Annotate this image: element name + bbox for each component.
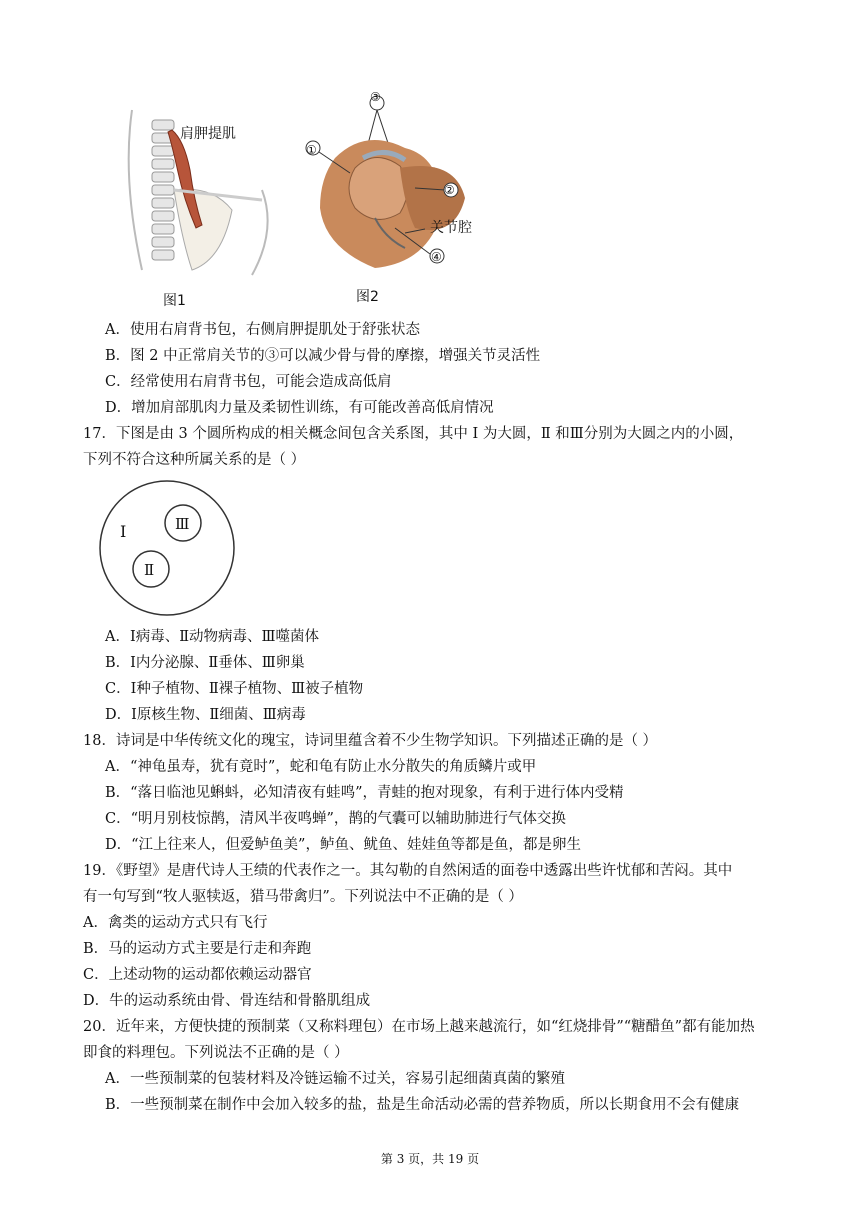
q16-option-d: D．增加肩部肌肉力量及柔韧性训练，有可能改善高低肩情况: [105, 400, 494, 416]
q20-stem-line1: 20．近年来，方便快捷的预制菜（又称料理包）在市场上越来越流行，如“红烧排骨”“糖醋鱼”都有能加热: [83, 1019, 755, 1035]
page-footer: 第 3 页，共 19 页: [380, 1152, 480, 1166]
q20-stem-line2: 即食的料理包。下列说法不正确的是（ ）: [83, 1045, 349, 1061]
q19-option-c: C．上述动物的运动都依赖运动器官: [83, 967, 312, 983]
fig1-caption: 图1: [163, 293, 186, 309]
q17-stem-line1: 17．下图是由 3 个圆所构成的相关概念间包含关系图，其中 Ⅰ 为大圆，Ⅱ 和Ⅲ分别为大圆之内的小圆，: [83, 426, 744, 442]
q17-option-d: D．Ⅰ原核生物、Ⅱ细菌、Ⅲ病毒: [105, 707, 306, 723]
q17-option-c: C．Ⅰ种子植物、Ⅱ裸子植物、Ⅲ被子植物: [105, 681, 364, 697]
q19-stem-line1: 19．《野望》是唐代诗人王绩的代表作之一。其勾勒的自然闲适的面卷中透露出些许忧郁和苦闷。其中: [83, 863, 733, 879]
venn-label-3: Ⅲ: [175, 515, 190, 533]
q20-option-a: A．一些预制菜的包装材料及冷链运输不过关，容易引起细菌真菌的繁殖: [105, 1071, 565, 1087]
q16-option-a: A．使用右肩背书包，右侧肩胛提肌处于舒张状态: [105, 322, 420, 338]
q17-stem-line2: 下列不符合这种所属关系的是（ ）: [83, 452, 306, 468]
q18-option-c: C．“明月别枝惊鹊，清风半夜鸣蝉”，鹊的气囊可以辅助肺进行气体交换: [105, 811, 566, 827]
q17-option-a: A．Ⅰ病毒、Ⅱ动物病毒、Ⅲ噬菌体: [105, 629, 320, 645]
q18-stem: 18．诗词是中华传统文化的瑰宝，诗词里蕴含着不少生物学知识。下列描述正确的是（ ）: [83, 733, 658, 749]
venn-label-2: Ⅱ: [144, 561, 155, 579]
q19-option-d: D．牛的运动系统由骨、骨连结和骨骼肌组成: [83, 993, 371, 1009]
q19-option-b: B．马的运动方式主要是行走和奔跑: [83, 941, 312, 957]
shoulder-joint-illustration: [305, 88, 490, 288]
q18-option-b: B．“落日临池见蝌蚪，必知清夜有蛙鸣”，青蛙的抱对现象，有利于进行体内受精: [105, 785, 624, 801]
fig2-caption: 图2: [356, 289, 379, 305]
fig2-label-cavity: 关节腔: [430, 220, 472, 236]
q16-option-b: B．图 2 中正常肩关节的③可以减少骨与骨的摩擦，增强关节灵活性: [105, 348, 541, 364]
venn-label-big: Ⅰ: [120, 522, 127, 541]
q19-option-a: A．禽类的运动方式只有飞行: [83, 915, 268, 931]
fig2-label-4: ④: [431, 250, 442, 264]
q18-option-a: A．“神龟虽寿，犹有竟时”，蛇和龟有防止水分散失的角质鳞片或甲: [105, 759, 537, 775]
q17-venn-diagram: [97, 478, 237, 618]
q18-option-d: D．“江上往来人，但爱鲈鱼美”，鲈鱼、鱿鱼、娃娃鱼等都是鱼，都是卵生: [105, 837, 581, 853]
fig2-label-2: ②: [444, 183, 455, 197]
fig2-label-3: ③: [370, 90, 381, 104]
fig1-muscle-label: 肩胛提肌: [180, 126, 236, 142]
fig2-label-1: ①: [306, 143, 317, 157]
q19-stem-line2: 有一句写到“牧人驱犊返，猎马带禽归”。下列说法中不正确的是（ ）: [83, 889, 523, 905]
q16-option-c: C．经常使用右肩背书包，可能会造成高低肩: [105, 374, 392, 390]
figure-2: [305, 88, 490, 288]
q17-option-b: B．Ⅰ内分泌腺、Ⅱ垂体、Ⅲ卵巢: [105, 655, 305, 671]
q20-option-b: B．一些预制菜在制作中会加入较多的盐，盐是生命活动必需的营养物质，所以长期食用不会有健康: [105, 1097, 740, 1113]
